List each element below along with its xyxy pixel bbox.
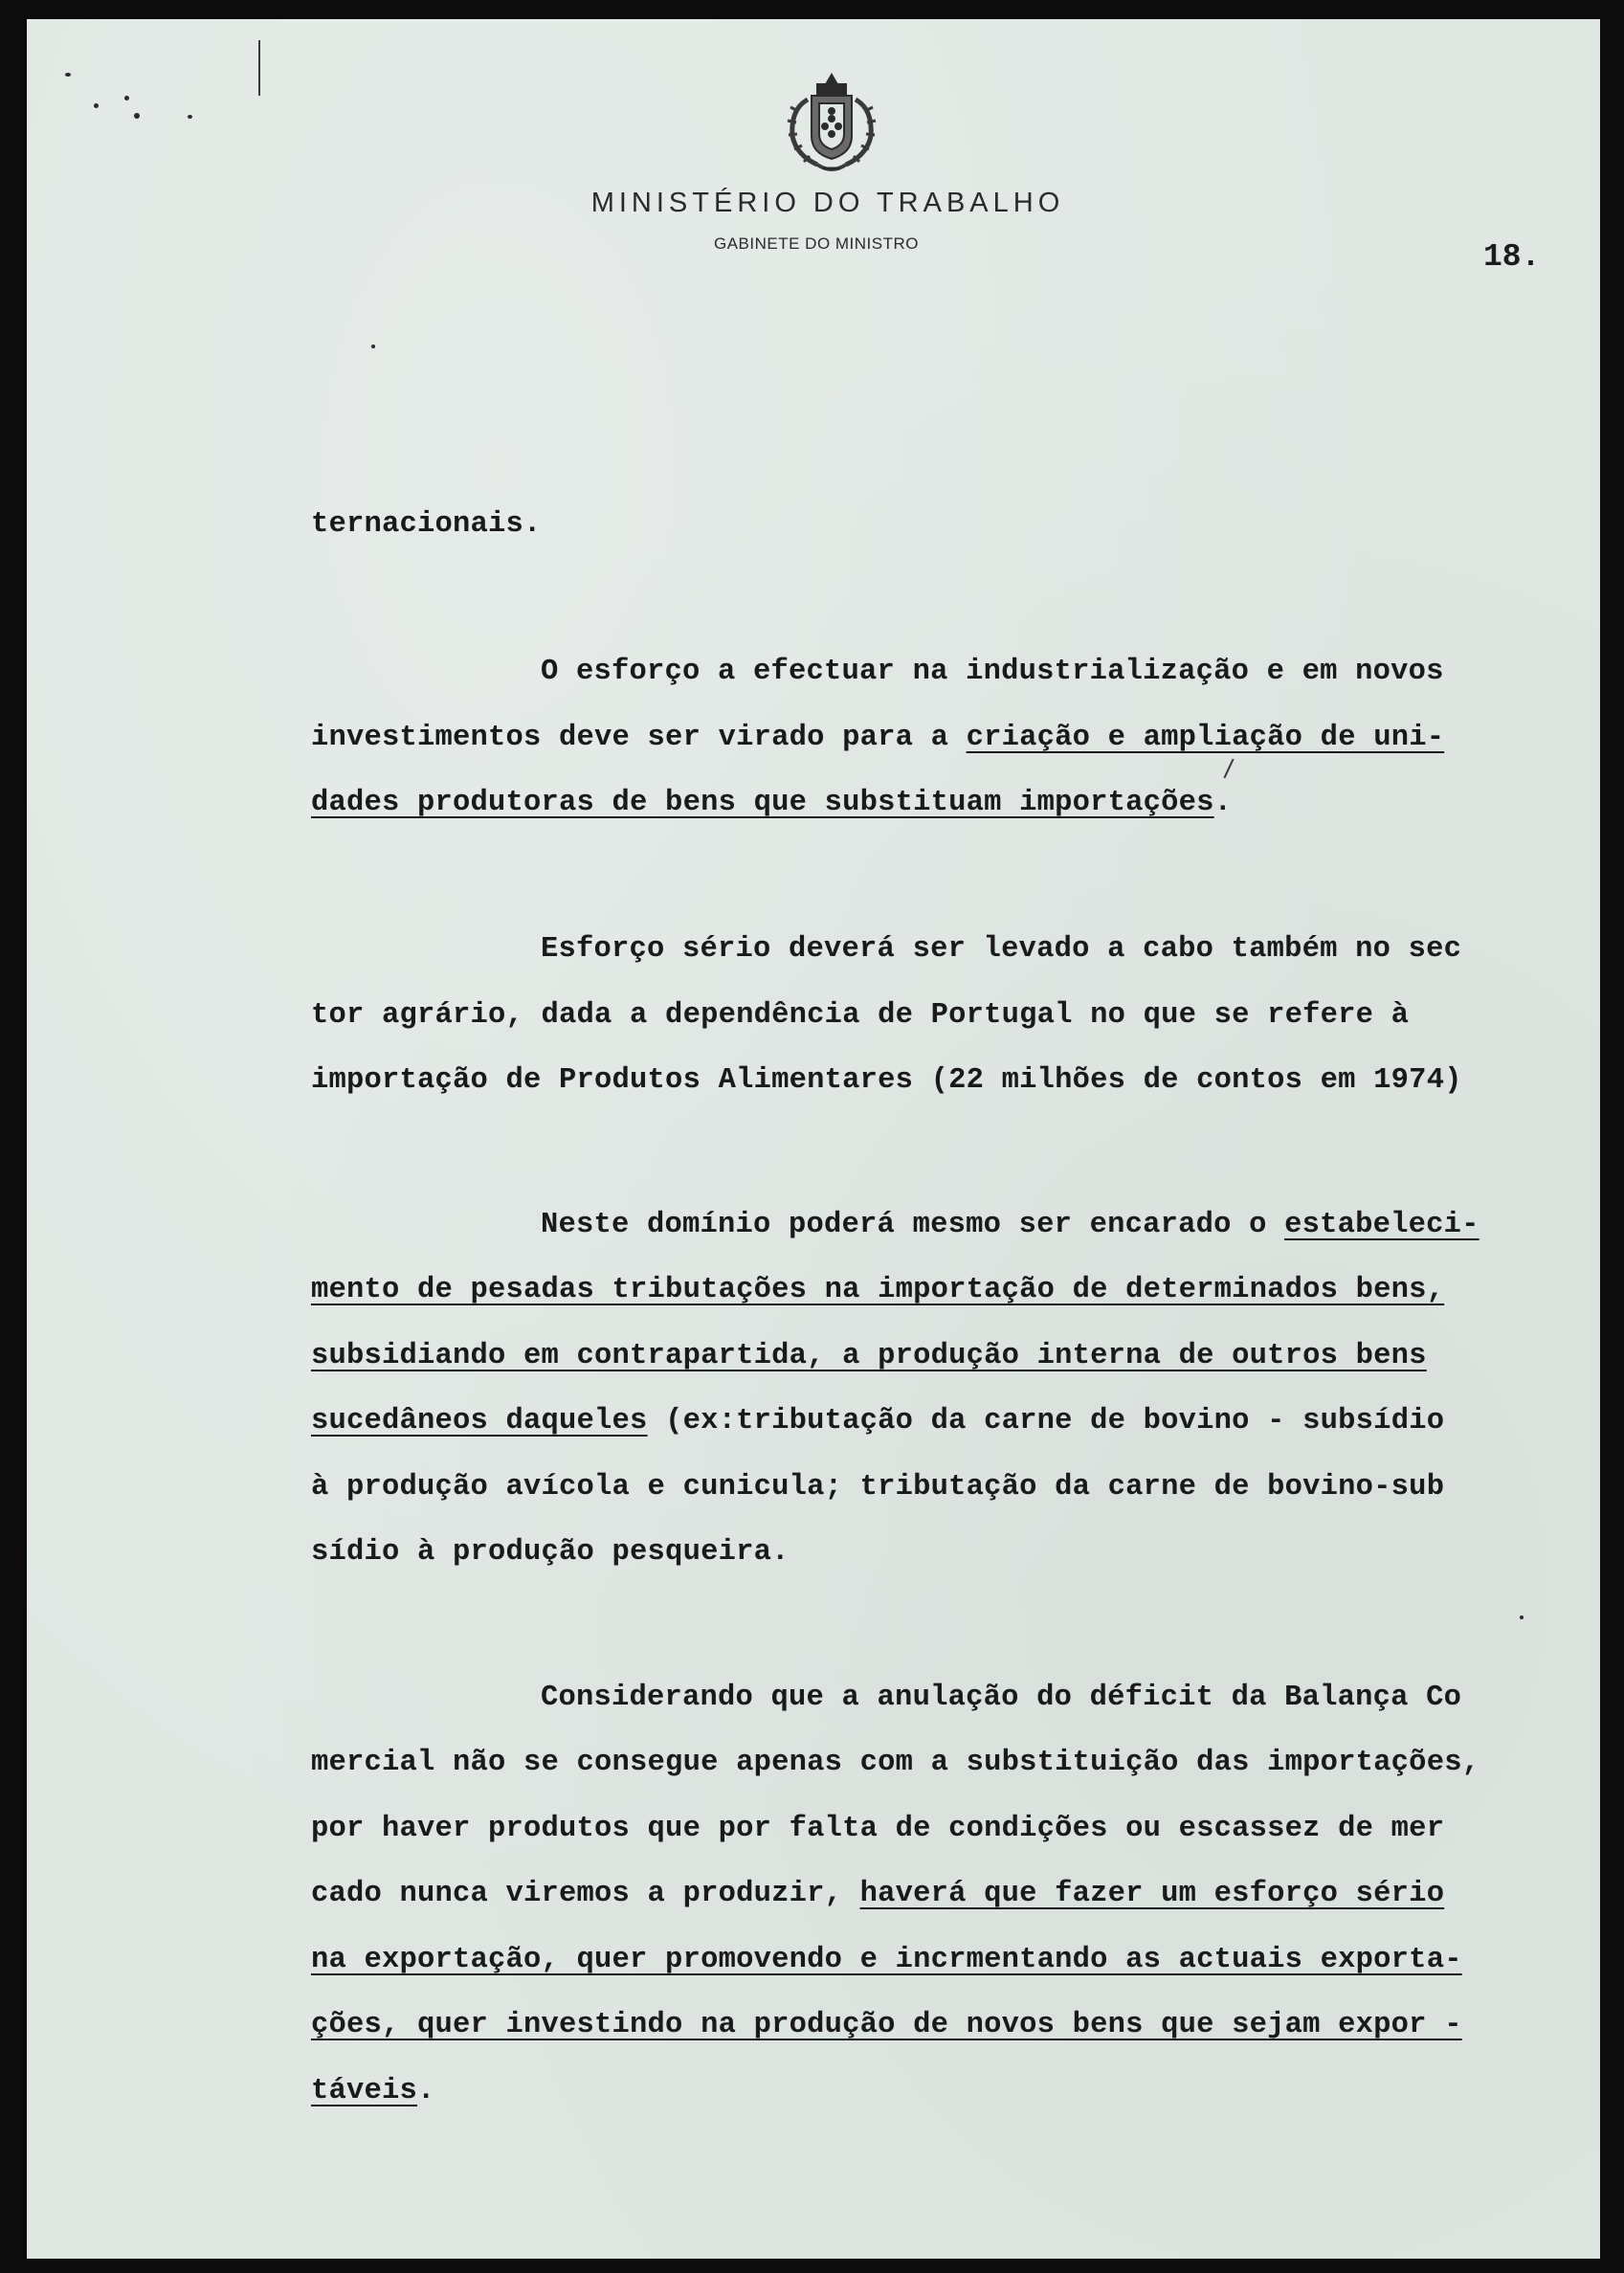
underlined-text: estabeleci- [1284,1209,1479,1241]
body-line [311,2075,435,2107]
body-text: . [1213,787,1233,819]
body-text: (ex:tributação da carne de bovino - subsídio [647,1405,1445,1437]
body-line: à produção avícola e cunicula; tributação da carne de bovino-sub [311,1471,1445,1504]
underlined-text: mento de pesadas tributações na importação de determinados bens, [311,1274,1445,1306]
ink-speck [65,73,71,77]
body-line [311,1878,1444,1910]
ink-speck [1520,1616,1524,1619]
underlined-text: na exportação, quer promovendo e incrmentando as actuais exporta- [311,1944,1462,1976]
pen-mark [1223,759,1234,779]
cabinet-subtitle: GABINETE DO MINISTRO [713,234,920,253]
body-text: cado nunca viremos a produzir, [311,1878,860,1910]
coat-of-arms-icon [769,61,894,186]
ink-speck [371,345,375,348]
body-line: tor agrário, dada a dependência de Portugal no que se refere à [311,999,1410,1032]
underlined-text: haverá que fazer um esforço sério [859,1878,1445,1910]
paper-mark [258,40,260,96]
body-text: Neste domínio poderá mesmo ser encarado o [541,1209,1285,1241]
body-line [541,1209,1479,1241]
body-line [311,1274,1444,1306]
ink-speck [188,115,192,119]
body-text: . [417,2075,435,2107]
body-line [311,1405,1444,1437]
body-line [311,722,1444,754]
body-line: ternacionais. [311,508,542,541]
body-line [311,787,1232,819]
body-line: Esforço sério deverá ser levado a cabo também no sec [541,933,1462,966]
ministry-title: MINISTÉRIO DO TRABALHO [590,188,1065,218]
underlined-text: ções, quer investindo na produção de novos bens que sejam expor - [311,2009,1462,2041]
body-line: Considerando que a anulação do déficit da Balança Co [541,1682,1462,1714]
underlined-text: táveis [311,2075,418,2107]
body-line: importação de Produtos Alimentares (22 milhões de contos em 1974) [311,1064,1462,1097]
body-line: por haver produtos que por falta de condições ou escassez de mer [311,1813,1445,1845]
body-line [311,2009,1462,2041]
underlined-text: sucedâneos daqueles [311,1405,648,1437]
body-line: O esforço a efectuar na industrialização e em novos [541,656,1444,688]
underlined-text: criação e ampliação de uni- [966,722,1445,754]
document-page [27,19,1600,2259]
underlined-text: dades produtoras de bens que substituam importações [311,787,1214,819]
page-number: 18. [1483,239,1541,275]
body-line: sídio à produção pesqueira. [311,1536,790,1569]
body-line [311,1944,1462,1976]
ink-speck [134,113,140,119]
body-text: investimentos deve ser virado para a [311,722,967,754]
body-line [311,1340,1427,1372]
body-line: mercial não se consegue apenas com a substituição das importações, [311,1747,1480,1779]
ink-speck [124,96,129,100]
ink-speck [94,103,99,108]
underlined-text: subsidiando em contrapartida, a produção interna de outros bens [311,1340,1427,1372]
